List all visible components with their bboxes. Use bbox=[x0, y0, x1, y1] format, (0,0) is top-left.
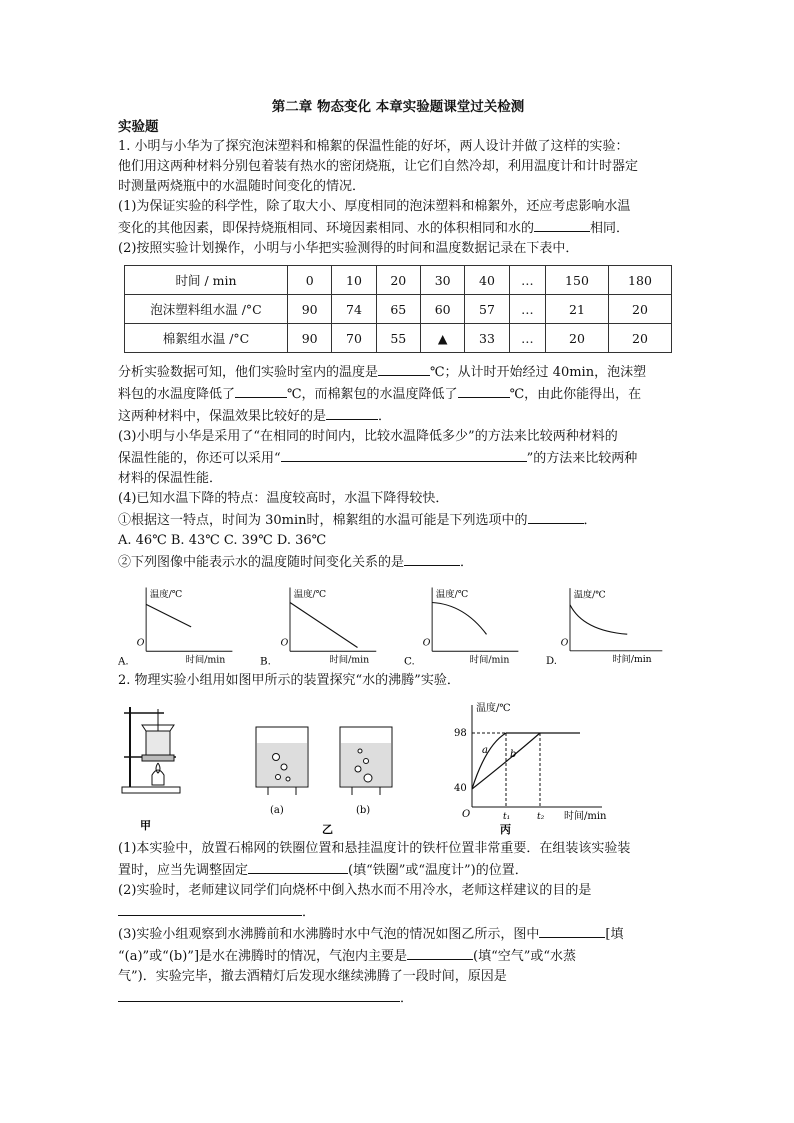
answer-blank[interactable] bbox=[407, 945, 473, 960]
table-cell: 0 bbox=[288, 266, 332, 295]
bubble bbox=[273, 754, 280, 761]
x-axis-label: 时间/min bbox=[564, 811, 607, 822]
figure-label-jia: 甲 bbox=[140, 819, 151, 832]
graph-curve bbox=[570, 605, 627, 635]
graph-option-a bbox=[118, 581, 238, 669]
table-cell: 20 bbox=[608, 295, 671, 324]
q2-part2-line-2: ． bbox=[118, 901, 678, 923]
stand-base bbox=[122, 787, 180, 793]
table-cell: 57 bbox=[465, 295, 509, 324]
answer-blank[interactable] bbox=[326, 405, 378, 420]
table-cell: 74 bbox=[332, 295, 376, 324]
answer-blank[interactable] bbox=[248, 859, 348, 874]
origin-label: O bbox=[560, 637, 569, 649]
beaker-icon bbox=[146, 731, 170, 755]
answer-blank[interactable] bbox=[281, 447, 527, 462]
data-table bbox=[124, 265, 672, 353]
origin-label: O bbox=[422, 637, 431, 649]
q2-part3-line-3: 气”)．实验完毕，撤去酒精灯后发现水继续沸腾了一段时间，原因是 bbox=[118, 969, 507, 984]
temperature-time-graph bbox=[452, 699, 632, 837]
q1-analysis-line-1: 分析实验数据可知，他们实验时室内的温度是 ℃；从计时开始经过 40min，泡沫塑 bbox=[118, 361, 678, 383]
table-cell: 70 bbox=[332, 324, 376, 353]
answer-blank[interactable] bbox=[534, 217, 590, 232]
graph-option-label: C. bbox=[404, 655, 415, 668]
q2-figures bbox=[118, 699, 678, 839]
q1-analysis-line-3: 这两种材料中，保温效果比较好的是 ． bbox=[118, 405, 678, 427]
answer-blank[interactable] bbox=[118, 901, 302, 916]
q1-intro-line-1: 1. 小明与小华为了探究泡沫塑料和棉絮的保温性能的好坏，两人设计并做了这样的实验： bbox=[118, 139, 629, 154]
answer-blank[interactable] bbox=[118, 987, 400, 1002]
q1-part3-line-2: 保温性能的，你还可以采用“ ”的方法来比较两种 bbox=[118, 447, 678, 469]
table-cell: … bbox=[509, 295, 545, 324]
t1-label: t₁ bbox=[503, 812, 511, 822]
beaker-b-label: (b) bbox=[356, 805, 371, 816]
q1-part4-sub1: ①根据这一特点，时间为 30min时，棉絮组的水温可能是下列选项中的 ． bbox=[118, 509, 678, 531]
table-cell: 55 bbox=[376, 324, 420, 353]
row-header-cell: 棉絮组水温 /°C bbox=[125, 324, 288, 353]
answer-blank[interactable] bbox=[539, 923, 605, 938]
table-row bbox=[125, 324, 672, 353]
alcohol-lamp-icon bbox=[152, 770, 164, 785]
figure-label-bing: 丙 bbox=[500, 823, 511, 836]
q2-part2-line-1: (2)实验时，老师建议同学们向烧杯中倒入热水而不用冷水，老师这样建议的目的是 bbox=[118, 883, 592, 898]
bubble bbox=[286, 777, 290, 781]
table-cell: 30 bbox=[420, 266, 464, 295]
graph-option-c bbox=[404, 581, 524, 669]
graph-options bbox=[118, 581, 678, 671]
table-cell: 10 bbox=[332, 266, 376, 295]
q2-part1-line-2: 置时，应当先调整固定 (填“铁圈”或“温度计”)的位置． bbox=[118, 859, 678, 881]
table-cell: 90 bbox=[288, 324, 332, 353]
q1-part3-line-1: (3)小明与小华是采用了“在相同的时间内，比较水温降低多少”的方法来比较两种材料的 bbox=[118, 429, 618, 444]
answer-blank[interactable] bbox=[378, 361, 430, 376]
y-axis-label: 温度/℃ bbox=[476, 703, 511, 714]
answer-blank[interactable] bbox=[528, 509, 584, 524]
table-cell: 40 bbox=[465, 266, 509, 295]
y-tick-98: 98 bbox=[454, 728, 467, 739]
table-cell: 180 bbox=[608, 266, 671, 295]
q2-part1-line-1: (1)本实验中，放置石棉网的铁圈位置和悬挂温度计的铁杆位置非常重要．在组装该实验装 bbox=[118, 841, 631, 856]
curve-a bbox=[472, 733, 506, 789]
q1-intro-line-2: 他们用这两种材料分别包着装有热水的密闭烧瓶，让它们自然冷却，利用温度计和计时器定 bbox=[118, 159, 639, 174]
asbestos-gauze bbox=[142, 755, 174, 761]
t2-label: t₂ bbox=[537, 812, 545, 822]
worksheet-page bbox=[118, 92, 678, 1009]
row-header-cell: 时间 / min bbox=[125, 266, 288, 295]
q1-part4-sub2: ②下列图像中能表示水的温度随时间变化关系的是 ． bbox=[118, 551, 678, 573]
table-cell: … bbox=[509, 266, 545, 295]
y-tick-40: 40 bbox=[454, 783, 467, 794]
y-axis-label: 温度/℃ bbox=[149, 588, 183, 600]
graph-option-label: B. bbox=[260, 655, 271, 668]
y-axis-label: 温度/℃ bbox=[435, 588, 469, 600]
curve-a-label: a bbox=[482, 745, 488, 756]
table-cell: ▲ bbox=[420, 324, 464, 353]
origin-label: O bbox=[280, 637, 289, 649]
table-row bbox=[125, 295, 672, 324]
table-cell: … bbox=[509, 324, 545, 353]
origin-label: O bbox=[462, 809, 471, 820]
row-header-cell: 泡沫塑料组水温 /°C bbox=[125, 295, 288, 324]
bubble bbox=[358, 749, 362, 753]
table-cell: 60 bbox=[420, 295, 464, 324]
x-axis-label: 时间/min bbox=[469, 654, 510, 666]
flame-icon bbox=[156, 763, 160, 773]
graph-curve bbox=[432, 603, 486, 635]
bubble bbox=[364, 774, 372, 782]
q1-options: A. 46℃ B. 43℃ C. 39℃ D. 36℃ bbox=[118, 533, 327, 548]
answer-blank[interactable] bbox=[235, 383, 287, 398]
table-cell: 33 bbox=[465, 324, 509, 353]
x-axis-label: 时间/min bbox=[612, 653, 652, 665]
table-cell: 65 bbox=[376, 295, 420, 324]
q1-part4: (4)已知水温下降的特点：温度较高时，水温下降得较快． bbox=[118, 491, 449, 506]
x-axis-label: 时间/min bbox=[329, 654, 370, 666]
bubble bbox=[364, 759, 369, 764]
q1-part1-line-1: (1)为保证实验的科学性，除了取大小、厚度相同的泡沫塑料和棉絮外，还应考虑影响水温 bbox=[118, 199, 631, 214]
y-axis-label: 温度/℃ bbox=[293, 588, 327, 600]
graph-option-label: A. bbox=[118, 655, 129, 668]
answer-blank[interactable] bbox=[458, 383, 510, 398]
answer-blank[interactable] bbox=[404, 551, 460, 566]
table-cell: 20 bbox=[545, 324, 608, 353]
q2-part3-line-2: “(a)”或“(b)”]是水在沸腾时的情况，气泡内主要是 (填“空气”或“水蒸 bbox=[118, 945, 678, 967]
figure-label-yi: 乙 bbox=[322, 823, 333, 836]
bubble bbox=[276, 775, 281, 780]
table-cell: 150 bbox=[545, 266, 608, 295]
y-axis-label: 温度/℃ bbox=[573, 589, 606, 601]
table-row bbox=[125, 266, 672, 295]
x-axis-label: 时间/min bbox=[185, 654, 226, 666]
q2-part3-line-4: ． bbox=[118, 987, 678, 1009]
curve-b-label: b bbox=[510, 749, 517, 760]
origin-label: O bbox=[136, 637, 145, 649]
boiling-apparatus-figure bbox=[118, 699, 190, 837]
table-cell: 21 bbox=[545, 295, 608, 324]
table-cell: 20 bbox=[608, 324, 671, 353]
graph-option-b bbox=[260, 581, 380, 669]
q1-intro-line-3: 时测量两烧瓶中的水温随时间变化的情况． bbox=[118, 179, 366, 194]
q2-part3-line-1: (3)实验小组观察到水沸腾前和水沸腾时水中气泡的情况如图乙所示，图中 [填 bbox=[118, 923, 678, 945]
q1-part3-line-3: 材料的保温性能． bbox=[118, 471, 223, 486]
graph-option-d bbox=[546, 581, 666, 669]
bubble bbox=[281, 764, 287, 770]
bubble bbox=[355, 766, 361, 772]
graph-curve bbox=[146, 604, 191, 627]
q1-analysis-line-2: 料包的水温度降低了 ℃，而棉絮包的水温度降低了 ℃，由此你能得出，在 bbox=[118, 383, 678, 405]
q1-part1-line-2: 变化的其他因素，即保持烧瓶相同、环境因素相同、水的体积相同和水的 相同． bbox=[118, 217, 678, 239]
q2-intro: 2. 物理实验小组用如图甲所示的装置探究“水的沸腾”实验． bbox=[118, 673, 460, 688]
bubble-beakers-figure bbox=[254, 723, 416, 837]
table-cell: 90 bbox=[288, 295, 332, 324]
beaker-a-label: (a) bbox=[270, 805, 284, 816]
graph-option-label: D. bbox=[546, 655, 557, 667]
table-cell: 20 bbox=[376, 266, 420, 295]
section-heading: 实验题 bbox=[118, 119, 159, 135]
page-title: 第二章 物态变化 本章实验题课堂过关检测 bbox=[271, 99, 525, 115]
q1-part2: (2)按照实验计划操作，小明与小华把实验测得的时间和温度数据记录在下表中． bbox=[118, 241, 579, 256]
graph-curve bbox=[290, 603, 358, 648]
